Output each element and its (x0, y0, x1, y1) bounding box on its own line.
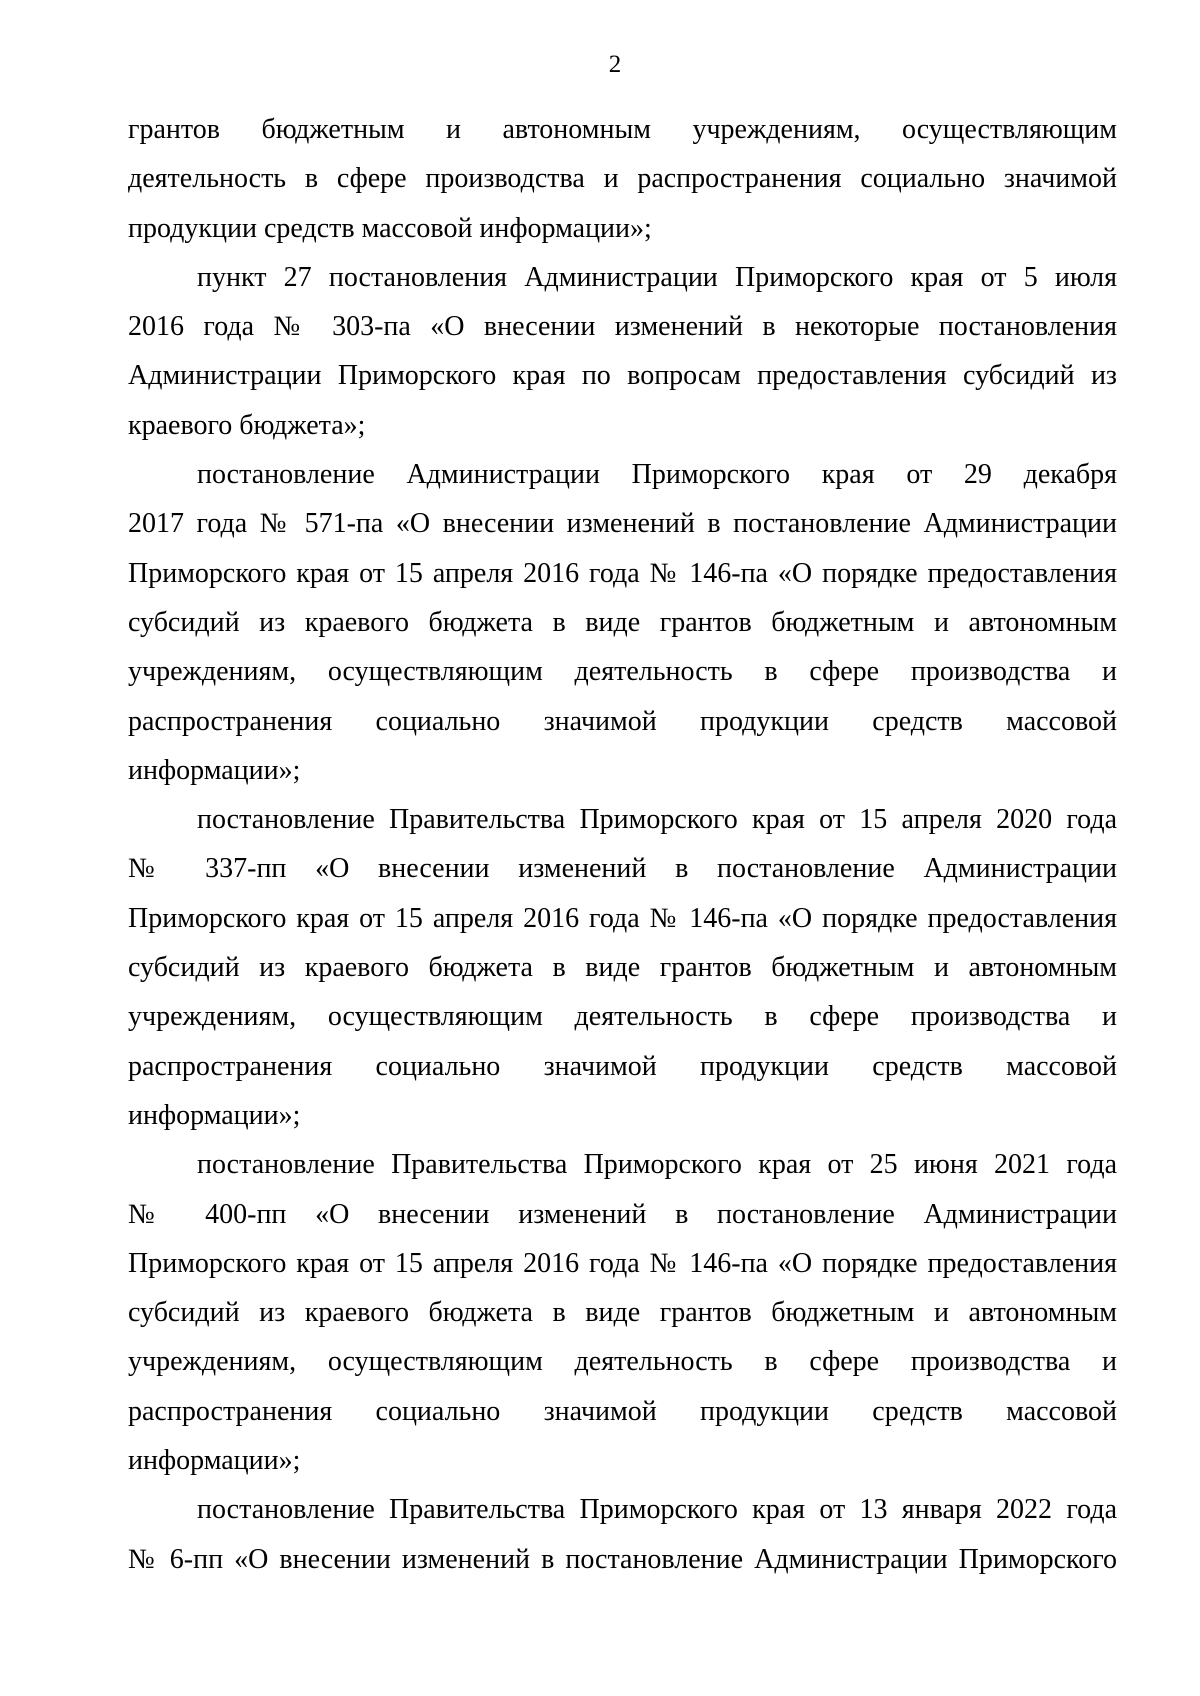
document-body (128, 111, 1117, 1590)
text-line: 2016 года № 303-па «О внесении изменений в некоторые постановления (128, 311, 1117, 343)
text-line: Приморского края от 15 апреля 2016 года № 146-па «О порядке предоставления (128, 557, 1117, 589)
text-line: Администрации Приморского края по вопросам предоставления субсидий из (128, 360, 1117, 392)
text-line: краевого бюджета»; (128, 409, 366, 441)
paragraph-first-line: постановление Администрации Приморского края от 29 декабря (197, 459, 1117, 491)
text-line: деятельность в сфере производства и распространения социально значимой (128, 163, 1117, 195)
paragraph-first-line: постановление Правительства Приморского края от 13 января 2022 года (197, 1494, 1117, 1526)
text-line: учреждениям, осуществляющим деятельность в сфере производства и (128, 1346, 1117, 1378)
text-line: информации»; (128, 1099, 301, 1131)
text-line: продукции средств массовой информации»; (128, 212, 652, 244)
text-line: распространения социально значимой продукции средств массовой (128, 1395, 1117, 1427)
text-line: распространения социально значимой продукции средств массовой (128, 705, 1117, 737)
text-line: Приморского края от 15 апреля 2016 года № 146-па «О порядке предоставления (128, 1247, 1117, 1279)
text-line: № 6-пп «О внесении изменений в постановление Администрации Приморского (128, 1543, 1117, 1575)
text-line: информации»; (128, 1445, 301, 1477)
text-line: субсидий из краевого бюджета в виде грантов бюджетным и автономным (128, 1297, 1117, 1329)
page-number: 2 (608, 51, 622, 78)
text-line: информации»; (128, 754, 301, 786)
text-line: распространения социально значимой продукции средств массовой (128, 1050, 1117, 1082)
text-line: субсидий из краевого бюджета в виде грантов бюджетным и автономным (128, 606, 1117, 638)
text-line: 2017 года № 571-па «О внесении изменений в постановление Администрации (128, 508, 1117, 540)
text-line: учреждениям, осуществляющим деятельность в сфере производства и (128, 656, 1117, 688)
text-line: грантов бюджетным и автономным учреждениям, осуществляющим (128, 114, 1117, 145)
paragraph-first-line: постановление Правительства Приморского края от 15 апреля 2020 года (197, 804, 1117, 836)
text-line: учреждениям, осуществляющим деятельность в сфере производства и (128, 1001, 1117, 1033)
text-line: субсидий из краевого бюджета в виде грантов бюджетным и автономным (128, 952, 1117, 984)
text-line: № 337-пп «О внесении изменений в постановление Администрации (128, 853, 1117, 885)
text-line: № 400-пп «О внесении изменений в постановление Администрации (128, 1198, 1117, 1230)
paragraph-first-line: пункт 27 постановления Администрации Приморского края от 5 июля (197, 261, 1117, 293)
paragraph-first-line: постановление Правительства Приморского края от 25 июня 2021 года (197, 1149, 1117, 1181)
text-line: Приморского края от 15 апреля 2016 года № 146-па «О порядке предоставления (128, 902, 1117, 934)
